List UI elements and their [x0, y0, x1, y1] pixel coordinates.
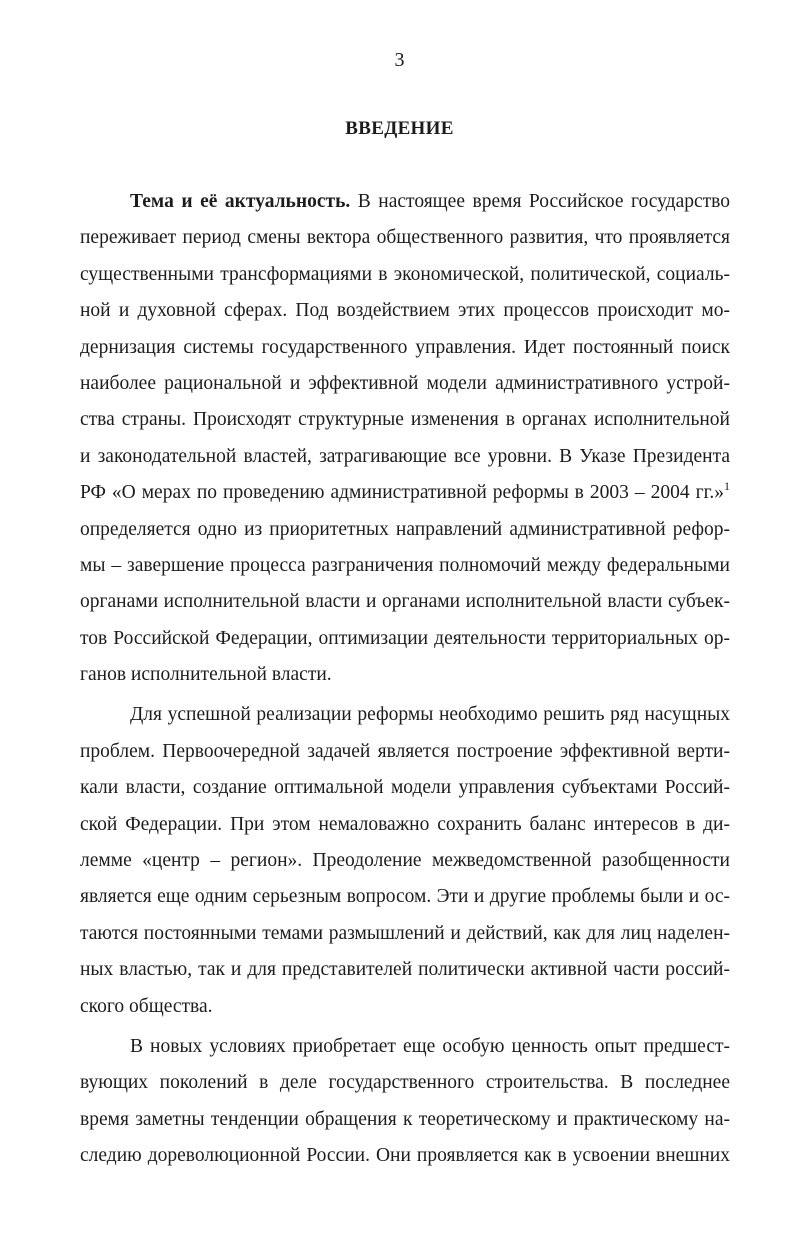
topic-lead: Тема и её актуальность.	[130, 191, 351, 212]
text-line: Для успешной реализации реформы необходимо решить ряд насущных	[130, 704, 730, 726]
text-line: переживает период смены вектора общественного развития, что проявляется	[80, 227, 730, 249]
paragraph-2	[80, 697, 730, 1025]
text-line: органами исполнительной власти и органами исполнительной власти субъек-	[80, 591, 730, 613]
text-line: и законодательной властей, затрагивающие все уровни. В Указе Президента	[80, 445, 730, 467]
text-line: дернизация системы государственного управления. Идет постоянный поиск	[80, 336, 730, 358]
text-line: лемме «центр – регион». Преодоление межведомственной разобщенности	[80, 850, 730, 872]
text-line: ных властью, так и для представителей политически активной части россий-	[80, 959, 730, 981]
text-line: ной и духовной сферах. Под воздействием этих процессов происходит мо-	[80, 300, 730, 322]
text-line: является еще одним серьезным вопросом. Эти и другие проблемы были и ос-	[80, 886, 730, 908]
body-text	[80, 184, 730, 1175]
text-line: тов Российской Федерации, оптимизации деятельности территориальных ор-	[80, 627, 730, 649]
text-line: ганов исполнительной власти.	[80, 664, 332, 686]
footnote-ref: 1	[724, 479, 730, 494]
text-line: проблем. Первоочередной задачей является построение эффективной верти-	[80, 740, 730, 762]
text-line: следию дореволюционной России. Они проявляется как в усвоении внешних	[80, 1145, 730, 1167]
text-line: кали власти, создание оптимальной модели управления субъектами Россий-	[80, 777, 730, 799]
text-line: существенными трансформациями в экономической, политической, социаль-	[80, 263, 730, 285]
text-line: вующих поколений в деле государственного строительства. В последнее	[80, 1072, 730, 1094]
section-heading: ВВЕДЕНИЕ	[345, 118, 454, 139]
text-line: Тема и её актуальность. В настоящее время Российское государство	[130, 191, 730, 212]
text-line: время заметны тенденции обращения к теоретическому и практическому на-	[80, 1108, 730, 1130]
text-line: ской Федерации. При этом немаловажно сохранить баланс интересов в ди-	[80, 813, 730, 835]
paragraph-1	[80, 184, 730, 693]
page-number: 3	[394, 49, 405, 71]
text-line: мы – завершение процесса разграничения полномочий между федеральными	[80, 554, 730, 576]
text-line: наиболее рациональной и эффективной модели административного устрой-	[80, 372, 730, 394]
text-line: В новых условиях приобретает еще особую ценность опыт предшест-	[130, 1035, 730, 1057]
text-line: РФ «О мерах по проведению административной реформы в 2003 – 2004 гг.»$^1$	[80, 479, 730, 504]
text-line: определяется одно из приоритетных направлений административной рефор-	[80, 518, 730, 540]
text-line: таются постоянными темами размышлений и действий, как для лиц наделен-	[80, 922, 730, 944]
text-line: ского общества.	[80, 995, 213, 1017]
text-line: ства страны. Происходят структурные изменения в органах исполнительной	[80, 409, 730, 431]
paragraph-3	[80, 1029, 730, 1175]
